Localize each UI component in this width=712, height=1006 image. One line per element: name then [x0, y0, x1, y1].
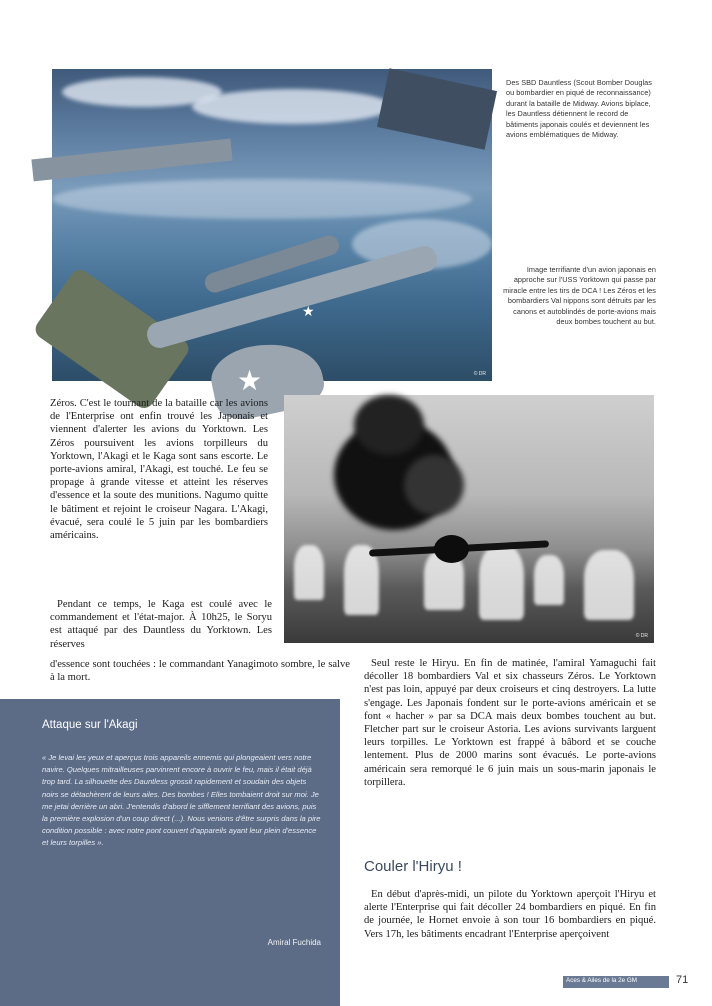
- article-text-column-1-end: [50, 658, 350, 684]
- article-text-column-2: [364, 657, 656, 789]
- magazine-name: Aces & Ailes de la 2e GM: [566, 977, 638, 984]
- paragraph: Zéros. C'est le tournant de la bataille car les avions de l'Enterprise ont enfin trouvé les Japonais et viennent d'alerter les avions du Yorktown. Les Zéros poursuivent les avions torpilleurs du Yorktown, l'Akagi et le Kaga sont sans escorte. Le porte-avions amiral, l'Akagi, est touché. Le feu se propage à grande vitesse et atteint les réserves d'essence et la soute des munitions. Nagumo quitte le bâtiment et rejoint le croiseur Nagara. L'Akagi, évacué, sera coulé le 5 juin par les bombardiers américains.: [50, 398, 268, 542]
- star-insignia-icon: ★: [302, 305, 315, 320]
- article-text-column-1-continued: [50, 598, 272, 651]
- photo-credit: © DR: [473, 371, 486, 377]
- paragraph: Seul reste le Hiryu. En fin de matinée, l'amiral Yamaguchi fait décoller 18 bombardiers Val et six chasseurs Zéros. Le Yorktown n'est pas loin, appuyé par deux croiseurs et cinq destroyers. La lutte s'engage. Les Japonais fondent sur le porte-avions américain et se font « hacher » par sa DCA mais deux bombes touchent au but. Fletcher part sur le croiseur Astoria. Les avions survivants larguent leurs torpilles. Le Yorktown est frappé à bâbord et se couche lentement. Plus de 2000 marins sont évacués. Le porte-avions américain sera remorqué le 6 juin mais un sous-marin japonais le torpillera.: [364, 658, 656, 788]
- photo-credit: © DR: [635, 633, 648, 639]
- paragraph: d'essence sont touchées : le commandant Yanagimoto sombre, le salve à la mort.: [50, 659, 350, 684]
- article-text-column-1: [50, 397, 268, 542]
- sidebar-title: Attaque sur l'Akagi: [42, 719, 138, 731]
- star-insignia-icon: ★: [237, 366, 263, 397]
- sidebar-quote: « Je levai les yeux et aperçus trois appareils ennemis qui plongeaient vers notre navire. Quelques mitrailleuses parvinrent encore à ouvrir le feu, mais il était déjà trop tard. La silhouette des Dauntless grossit rapidement et soudain des objets noirs se détachèrent de leurs ailes. Des bombes ! Elles tombaient droit sur moi. Je me jetai derrière un abri. J'entendis d'abord le sifflement terrifiant des avions, puis la première explosion d'un coup direct (...). Nous venions d'être surpris dans la pire condition possible : avec notre pont couvert d'appareils ayant leur plein d'essence et leurs torpilles ».: [42, 753, 321, 848]
- article-text-column-2-continued: [364, 888, 656, 941]
- page-number: 71: [676, 974, 689, 986]
- paragraph: En début d'après-midi, un pilote du Yorktown aperçoit l'Hiryu et alerte l'Enterprise qui fait décoller 24 bombardiers en piqué. En fin de journée, le Hornet envoie à son tour 16 bombardiers en piqué. Vers 17h, les bâtiments encadrant l'Enterprise aperçoivent: [364, 889, 656, 940]
- top-photo-caption: Des SBD Dauntless (Scout Bomber Douglas ou bombardier en piqué de reconnaissance) durant la bataille de Midway. Avions biplace, les Dauntless détiennent le record de bâtiments japonais coulés et deviennent les avions emblématiques de Midway.: [506, 78, 652, 140]
- section-heading: Couler l'Hiryu !: [364, 858, 462, 875]
- bw-photo-caption: Image terrifiante d'un avion japonais en approche sur l'USS Yorktown qui passe par miracle entre les tirs de DCA ! Les Zéros et les bombardiers Val nippons sont détruits par les canons et autoblindés de porte-avions mais deux bombes touchent au but.: [503, 265, 656, 327]
- dauntless-photo: [52, 69, 492, 397]
- quote-sidebar: [0, 699, 340, 1006]
- quote-author: Amiral Fuchida: [267, 938, 321, 947]
- yorktown-attack-photo: [284, 395, 654, 643]
- paragraph: Pendant ce temps, le Kaga est coulé avec le commandement et l'état-major. À 10h25, le Soryu est attaqué par des Dauntless du Yorktown. Les réserves: [50, 599, 272, 650]
